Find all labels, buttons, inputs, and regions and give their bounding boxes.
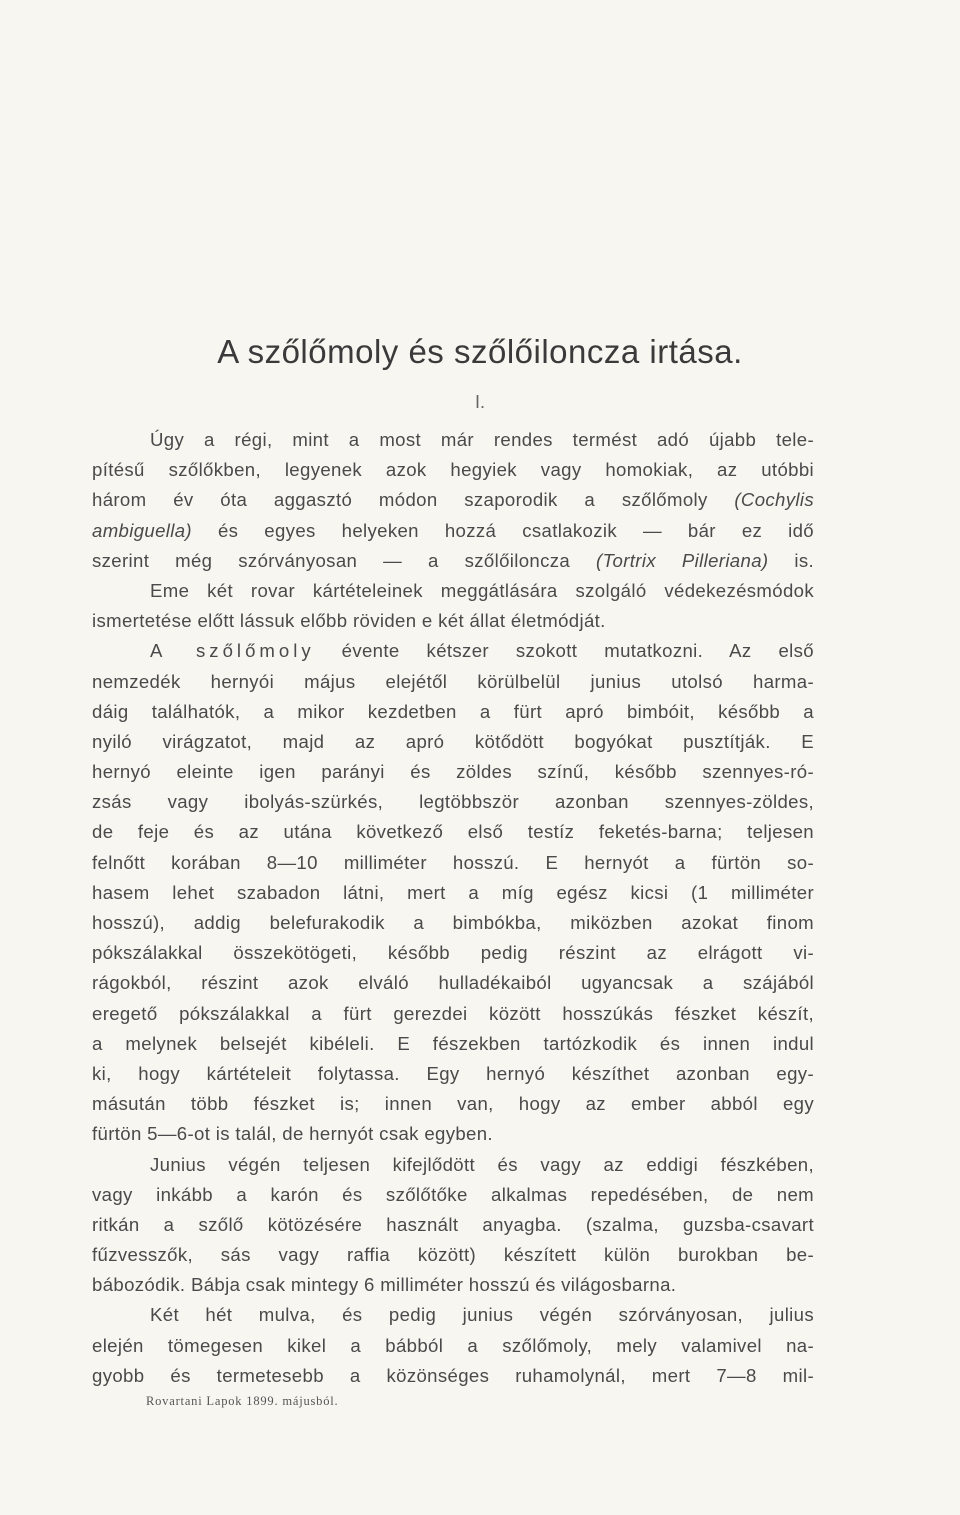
line-text: gyobb és termetesebb a közönséges ruhamolynál, mert 7—8 mil- (92, 1364, 814, 1386)
italic-term: ambiguella) (92, 519, 192, 541)
text-line (92, 787, 814, 817)
line-text: másután több fészket is; innen van, hogy az ember abból egy (92, 1093, 814, 1115)
line-text: három év óta aggasztó módon szaporodik a szőlőmoly (92, 489, 735, 511)
line-text: Eme két rovar kártételeinek meggátlására szolgáló védekezésmódok (150, 579, 814, 601)
line-text: évente kétszer szokott mutatkozni. Az első (314, 640, 814, 662)
line-text: és egyes helyeken hozzá csatlakozik — bár ez idő (191, 519, 814, 541)
line-text: de feje és az utána következő első testíz feketés-barna; teljesen (92, 821, 814, 843)
text-line (92, 1240, 814, 1270)
text-line (92, 1089, 814, 1119)
text-line (92, 817, 814, 847)
text-line (92, 1059, 814, 1089)
line-text: Két hét mulva, és pedig junius végén szórványosan, julius (150, 1304, 814, 1326)
text-line (92, 1331, 814, 1361)
line-text: Úgy a régi, mint a most már rendes termést adó újabb tele- (150, 429, 814, 450)
line-text: felnőtt korában 8—10 milliméter hosszú. E hernyót a fürtön so- (92, 851, 814, 873)
text-line (92, 455, 814, 485)
text-line (92, 1180, 814, 1210)
line-text: zsás vagy ibolyás-szürkés, legtöbbször azonban szennyes-zöldes, (92, 791, 814, 813)
text-line (92, 485, 814, 515)
line-text: hernyó eleinte igen parányi és zöldes színű, később szennyes-ró- (92, 761, 814, 783)
page-title: A szőlőmoly és szőlőiloncza irtása. (217, 333, 743, 370)
text-line (92, 1119, 814, 1149)
line-text: ismertetése előtt lássuk előbb röviden e két állat életmódját. (92, 610, 606, 632)
source-footnote: Rovartani Lapok 1899. májusból. (146, 1394, 339, 1408)
line-text: vagy inkább a karón és szőlőtőke alkalmas repedésében, de nem (92, 1183, 814, 1205)
line-text: rágokból, részint azok elváló hulladékaiból ugyancsak a szájából (92, 972, 814, 994)
line-text: pókszálakkal összekötögeti, később pedig részint az elrágott vi- (92, 942, 814, 964)
text-line (92, 425, 814, 455)
line-text: eregető pókszálakkal a fürt gerezdei között hosszúkás fészket készít, (92, 1002, 814, 1024)
line-text: is. (768, 549, 814, 571)
line-text: ritkán a szőlő kötözésére használt anyagba. (szalma, guzsba-csavart (92, 1213, 814, 1235)
line-text: Junius végén teljesen kifejlődött és vagy az eddigi fészkében, (150, 1153, 814, 1175)
text-line (92, 908, 814, 938)
line-text: dáig találhatók, a mikor kezdetben a fürt apró bimbóit, később a (92, 700, 814, 722)
line-text: ki, hogy kártételeit folytassa. Egy hernyó készíthet azonban egy- (92, 1062, 814, 1084)
text-line (92, 1150, 814, 1180)
line-text: bábozódik. Bábja csak mintegy 6 milliméter hosszú és világosbarna. (92, 1274, 677, 1296)
text-line (92, 848, 814, 878)
text-line (92, 1361, 814, 1391)
line-text: hosszú), addig belefurakodik a bimbókba, miközben azokat finom (92, 912, 814, 933)
italic-term: (Cochylis (734, 489, 814, 511)
text-line (92, 1029, 814, 1059)
section-number: I. (474, 392, 485, 412)
line-text: fürtön 5—6-ot is talál, de hernyót csak egyben. (92, 1123, 493, 1145)
text-line (92, 878, 814, 908)
text-line (92, 999, 814, 1029)
text-line (92, 938, 814, 968)
line-text: nyiló virágzatot, majd az apró kötődött bogyókat pusztítják. E (92, 730, 814, 752)
italic-term: (Tortrix Pilleriana) (596, 549, 769, 571)
body-text (92, 425, 814, 1391)
text-line (92, 697, 814, 727)
line-text: a melynek belsejét kibéleli. E fészekben tartózkodik és innen indul (92, 1032, 814, 1054)
text-line (92, 727, 814, 757)
spaced-term: A szőlőmoly (150, 640, 315, 662)
text-line (92, 606, 814, 636)
text-line (92, 636, 814, 666)
text-line (92, 1300, 814, 1330)
line-text: pítésű szőlőkben, legyenek azok hegyiek vagy homokiak, az utóbbi (92, 459, 814, 481)
text-line (92, 546, 814, 576)
text-line (92, 667, 814, 697)
text-line (92, 968, 814, 998)
line-text: fűzvesszők, sás vagy raffia között) készített külön burokban be- (92, 1244, 814, 1266)
text-line (92, 576, 814, 606)
line-text: szerint még szórványosan — a szőlőiloncza (92, 549, 597, 571)
text-line (92, 757, 814, 787)
text-line (92, 1210, 814, 1240)
line-text: elején tömegesen kikel a bábból a szőlőmoly, mely valamivel na- (92, 1334, 814, 1356)
line-text: hasem lehet szabadon látni, mert a míg egész kicsi (1 milliméter (92, 881, 814, 903)
text-line (92, 1270, 814, 1300)
text-line (92, 516, 814, 546)
line-text: nemzedék hernyói május elejétől körülbelül junius utolsó harma- (92, 670, 814, 692)
